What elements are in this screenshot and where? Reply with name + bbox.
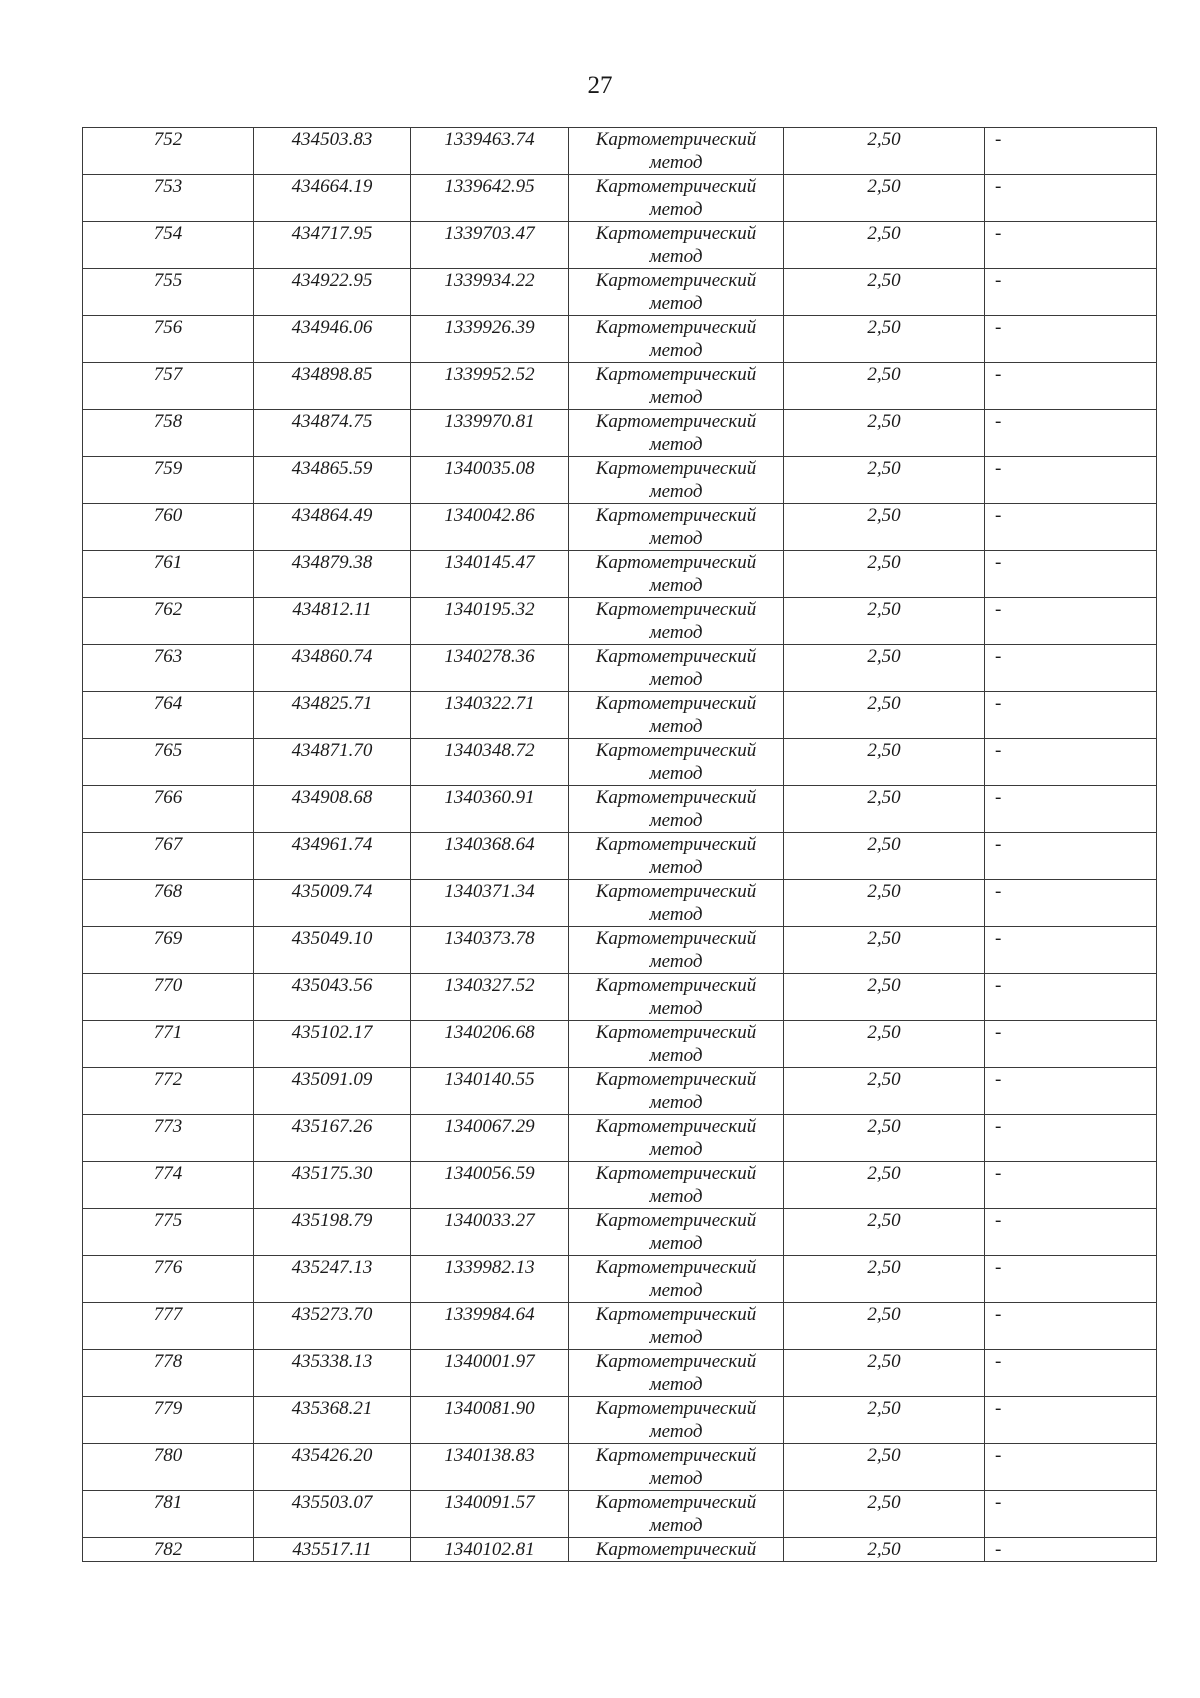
table-row: [83, 1256, 1157, 1303]
method-line-2: метод: [649, 857, 703, 878]
method-line-1: Картометрический: [595, 1069, 757, 1090]
method-line-2: метод: [649, 293, 703, 314]
table-row: [83, 692, 1157, 739]
point-number-cell: 778: [83, 1350, 254, 1397]
method-line-2: метод: [649, 387, 703, 408]
table-row: [83, 504, 1157, 551]
y-coordinate-cell: 1340140.55: [411, 1068, 569, 1115]
precision-cell: 2,50: [784, 833, 985, 880]
x-coordinate-cell: 434898.85: [254, 363, 411, 410]
y-coordinate-cell: 1340145.47: [411, 551, 569, 598]
method-cell: [569, 363, 784, 410]
note-cell: -: [985, 1350, 1157, 1397]
y-coordinate-cell: 1340042.86: [411, 504, 569, 551]
method-line-2: метод: [649, 1421, 703, 1442]
note-cell: -: [985, 833, 1157, 880]
point-number-cell: 770: [83, 974, 254, 1021]
point-number-cell: 775: [83, 1209, 254, 1256]
y-coordinate-cell: 1340278.36: [411, 645, 569, 692]
precision-cell: 2,50: [784, 739, 985, 786]
note-cell: -: [985, 1444, 1157, 1491]
method-cell: [569, 1021, 784, 1068]
method-line-2: метод: [649, 1280, 703, 1301]
precision-cell: 2,50: [784, 1538, 985, 1562]
y-coordinate-cell: 1340138.83: [411, 1444, 569, 1491]
y-coordinate-cell: 1339984.64: [411, 1303, 569, 1350]
table-row: [83, 739, 1157, 786]
method-cell: [569, 1256, 784, 1303]
table-row: [83, 786, 1157, 833]
point-number-cell: 781: [83, 1491, 254, 1538]
precision-cell: 2,50: [784, 1397, 985, 1444]
precision-cell: 2,50: [784, 504, 985, 551]
point-number-cell: 766: [83, 786, 254, 833]
table-row: [83, 457, 1157, 504]
method-line-2: метод: [649, 246, 703, 267]
precision-cell: 2,50: [784, 598, 985, 645]
method-line-1: Картометрический: [595, 1163, 757, 1184]
method-line-1: Картометрический: [595, 693, 757, 714]
method-line-2: метод: [649, 152, 703, 173]
precision-cell: 2,50: [784, 1491, 985, 1538]
point-number-cell: 755: [83, 269, 254, 316]
x-coordinate-cell: 435167.26: [254, 1115, 411, 1162]
table-row: [83, 1397, 1157, 1444]
precision-cell: 2,50: [784, 645, 985, 692]
y-coordinate-cell: 1340056.59: [411, 1162, 569, 1209]
y-coordinate-cell: 1339934.22: [411, 269, 569, 316]
method-line-2: метод: [649, 904, 703, 925]
y-coordinate-cell: 1340348.72: [411, 739, 569, 786]
x-coordinate-cell: 434946.06: [254, 316, 411, 363]
table-row: [83, 363, 1157, 410]
method-cell: [569, 1350, 784, 1397]
note-cell: -: [985, 880, 1157, 927]
method-line-1: Картометрический: [595, 834, 757, 855]
x-coordinate-cell: 435338.13: [254, 1350, 411, 1397]
table-row: [83, 1350, 1157, 1397]
method-line-1: Картометрический: [595, 928, 757, 949]
x-coordinate-cell: 434812.11: [254, 598, 411, 645]
note-cell: -: [985, 1303, 1157, 1350]
table-row: [83, 1444, 1157, 1491]
precision-cell: 2,50: [784, 128, 985, 175]
precision-cell: 2,50: [784, 269, 985, 316]
method-line-2: метод: [649, 1139, 703, 1160]
method-line-2: метод: [649, 1327, 703, 1348]
method-line-2: метод: [649, 1092, 703, 1113]
y-coordinate-cell: 1340102.81: [411, 1538, 569, 1562]
precision-cell: 2,50: [784, 1209, 985, 1256]
method-line-2: метод: [649, 1468, 703, 1489]
method-cell: [569, 880, 784, 927]
y-coordinate-cell: 1340368.64: [411, 833, 569, 880]
note-cell: -: [985, 222, 1157, 269]
table-row: [83, 974, 1157, 1021]
y-coordinate-cell: 1340360.91: [411, 786, 569, 833]
x-coordinate-cell: 435426.20: [254, 1444, 411, 1491]
precision-cell: 2,50: [784, 927, 985, 974]
method-line-1: Картометрический: [595, 129, 757, 150]
method-cell: [569, 739, 784, 786]
y-coordinate-cell: 1340035.08: [411, 457, 569, 504]
method-line-2: метод: [649, 434, 703, 455]
table-row: [83, 645, 1157, 692]
x-coordinate-cell: 434908.68: [254, 786, 411, 833]
method-line-1: Картометрический: [595, 1445, 757, 1466]
method-line-1: Картометрический: [595, 1304, 757, 1325]
note-cell: -: [985, 598, 1157, 645]
method-line-1: Картометрический: [595, 411, 757, 432]
note-cell: -: [985, 1538, 1157, 1562]
method-line-2: метод: [649, 1186, 703, 1207]
table-row: [83, 222, 1157, 269]
method-cell: [569, 410, 784, 457]
x-coordinate-cell: 434825.71: [254, 692, 411, 739]
point-number-cell: 768: [83, 880, 254, 927]
precision-cell: 2,50: [784, 974, 985, 1021]
y-coordinate-cell: 1339703.47: [411, 222, 569, 269]
method-line-1: Картометрический: [595, 1116, 757, 1137]
method-line-1: Картометрический: [595, 270, 757, 291]
x-coordinate-cell: 435175.30: [254, 1162, 411, 1209]
method-cell: [569, 1162, 784, 1209]
table-row: [83, 1115, 1157, 1162]
precision-cell: 2,50: [784, 1350, 985, 1397]
note-cell: -: [985, 1162, 1157, 1209]
method-line-1: Картометрический: [595, 1539, 757, 1560]
method-line-2: метод: [649, 669, 703, 690]
point-number-cell: 765: [83, 739, 254, 786]
point-number-cell: 754: [83, 222, 254, 269]
note-cell: -: [985, 645, 1157, 692]
note-cell: -: [985, 1209, 1157, 1256]
precision-cell: 2,50: [784, 457, 985, 504]
point-number-cell: 762: [83, 598, 254, 645]
table-row: [83, 880, 1157, 927]
note-cell: -: [985, 786, 1157, 833]
note-cell: -: [985, 739, 1157, 786]
point-number-cell: 769: [83, 927, 254, 974]
method-cell: [569, 692, 784, 739]
note-cell: -: [985, 504, 1157, 551]
x-coordinate-cell: 435043.56: [254, 974, 411, 1021]
method-cell: [569, 128, 784, 175]
note-cell: -: [985, 269, 1157, 316]
y-coordinate-cell: 1340033.27: [411, 1209, 569, 1256]
precision-cell: 2,50: [784, 175, 985, 222]
point-number-cell: 767: [83, 833, 254, 880]
point-number-cell: 759: [83, 457, 254, 504]
x-coordinate-cell: 434961.74: [254, 833, 411, 880]
table-row: [83, 269, 1157, 316]
note-cell: -: [985, 457, 1157, 504]
precision-cell: 2,50: [784, 1162, 985, 1209]
y-coordinate-cell: 1339642.95: [411, 175, 569, 222]
coordinates-table-body: [83, 128, 1157, 1562]
method-line-2: метод: [649, 481, 703, 502]
precision-cell: 2,50: [784, 1444, 985, 1491]
note-cell: -: [985, 363, 1157, 410]
y-coordinate-cell: 1340081.90: [411, 1397, 569, 1444]
y-coordinate-cell: 1339926.39: [411, 316, 569, 363]
table-row: [83, 833, 1157, 880]
method-cell: [569, 551, 784, 598]
method-cell: [569, 269, 784, 316]
method-line-1: Картометрический: [595, 1492, 757, 1513]
point-number-cell: 764: [83, 692, 254, 739]
precision-cell: 2,50: [784, 551, 985, 598]
precision-cell: 2,50: [784, 1115, 985, 1162]
precision-cell: 2,50: [784, 1021, 985, 1068]
note-cell: -: [985, 316, 1157, 363]
y-coordinate-cell: 1339982.13: [411, 1256, 569, 1303]
x-coordinate-cell: 435517.11: [254, 1538, 411, 1562]
method-cell: [569, 504, 784, 551]
note-cell: -: [985, 1115, 1157, 1162]
table-row: [83, 1209, 1157, 1256]
x-coordinate-cell: 435503.07: [254, 1491, 411, 1538]
point-number-cell: 753: [83, 175, 254, 222]
point-number-cell: 763: [83, 645, 254, 692]
method-line-2: метод: [649, 951, 703, 972]
x-coordinate-cell: 434664.19: [254, 175, 411, 222]
method-line-1: Картометрический: [595, 1351, 757, 1372]
method-line-1: Картометрический: [595, 975, 757, 996]
x-coordinate-cell: 434503.83: [254, 128, 411, 175]
point-number-cell: 752: [83, 128, 254, 175]
table-row: [83, 927, 1157, 974]
precision-cell: 2,50: [784, 316, 985, 363]
x-coordinate-cell: 434871.70: [254, 739, 411, 786]
method-cell: [569, 786, 784, 833]
method-line-1: Картометрический: [595, 599, 757, 620]
method-line-2: метод: [649, 810, 703, 831]
method-line-1: Картометрический: [595, 881, 757, 902]
method-cell: [569, 1491, 784, 1538]
note-cell: -: [985, 927, 1157, 974]
y-coordinate-cell: 1339463.74: [411, 128, 569, 175]
y-coordinate-cell: 1339970.81: [411, 410, 569, 457]
x-coordinate-cell: 434865.59: [254, 457, 411, 504]
table-row: [83, 1021, 1157, 1068]
table-row: [83, 1303, 1157, 1350]
table-row: [83, 175, 1157, 222]
precision-cell: 2,50: [784, 222, 985, 269]
y-coordinate-cell: 1340206.68: [411, 1021, 569, 1068]
x-coordinate-cell: 435368.21: [254, 1397, 411, 1444]
note-cell: -: [985, 551, 1157, 598]
method-line-1: Картометрический: [595, 646, 757, 667]
table-row: [83, 316, 1157, 363]
method-cell: [569, 974, 784, 1021]
table-row: [83, 128, 1157, 175]
y-coordinate-cell: 1340195.32: [411, 598, 569, 645]
point-number-cell: 773: [83, 1115, 254, 1162]
y-coordinate-cell: 1340067.29: [411, 1115, 569, 1162]
x-coordinate-cell: 435273.70: [254, 1303, 411, 1350]
x-coordinate-cell: 434874.75: [254, 410, 411, 457]
y-coordinate-cell: 1340373.78: [411, 927, 569, 974]
y-coordinate-cell: 1340001.97: [411, 1350, 569, 1397]
method-cell: [569, 1115, 784, 1162]
point-number-cell: 756: [83, 316, 254, 363]
method-line-2: метод: [649, 998, 703, 1019]
point-number-cell: 780: [83, 1444, 254, 1491]
method-line-2: метод: [649, 575, 703, 596]
method-line-2: метод: [649, 716, 703, 737]
precision-cell: 2,50: [784, 880, 985, 927]
precision-cell: 2,50: [784, 1068, 985, 1115]
note-cell: -: [985, 1256, 1157, 1303]
x-coordinate-cell: 435091.09: [254, 1068, 411, 1115]
method-line-1: Картометрический: [595, 787, 757, 808]
point-number-cell: 771: [83, 1021, 254, 1068]
method-line-2: метод: [649, 1374, 703, 1395]
point-number-cell: 782: [83, 1538, 254, 1562]
y-coordinate-cell: 1340322.71: [411, 692, 569, 739]
note-cell: -: [985, 128, 1157, 175]
method-cell: [569, 598, 784, 645]
method-cell: [569, 222, 784, 269]
method-line-2: метод: [649, 1045, 703, 1066]
method-line-2: метод: [649, 528, 703, 549]
precision-cell: 2,50: [784, 1256, 985, 1303]
y-coordinate-cell: 1339952.52: [411, 363, 569, 410]
note-cell: -: [985, 974, 1157, 1021]
coordinates-table: [82, 127, 1157, 1562]
method-line-1: Картометрический: [595, 317, 757, 338]
x-coordinate-cell: 434864.49: [254, 504, 411, 551]
note-cell: -: [985, 1491, 1157, 1538]
x-coordinate-cell: 435049.10: [254, 927, 411, 974]
method-line-1: Картометрический: [595, 176, 757, 197]
y-coordinate-cell: 1340091.57: [411, 1491, 569, 1538]
method-cell: [569, 316, 784, 363]
method-line-2: метод: [649, 199, 703, 220]
method-cell: [569, 645, 784, 692]
x-coordinate-cell: 434860.74: [254, 645, 411, 692]
point-number-cell: 777: [83, 1303, 254, 1350]
method-line-2: метод: [649, 1233, 703, 1254]
y-coordinate-cell: 1340371.34: [411, 880, 569, 927]
table-row: [83, 1491, 1157, 1538]
table-row: [83, 1162, 1157, 1209]
note-cell: -: [985, 692, 1157, 739]
method-line-2: метод: [649, 1515, 703, 1536]
method-cell: [569, 175, 784, 222]
note-cell: -: [985, 1068, 1157, 1115]
x-coordinate-cell: 435102.17: [254, 1021, 411, 1068]
x-coordinate-cell: 434879.38: [254, 551, 411, 598]
precision-cell: 2,50: [784, 410, 985, 457]
method-line-1: Картометрический: [595, 1398, 757, 1419]
method-line-1: Картометрический: [595, 458, 757, 479]
precision-cell: 2,50: [784, 363, 985, 410]
note-cell: -: [985, 1021, 1157, 1068]
point-number-cell: 757: [83, 363, 254, 410]
x-coordinate-cell: 435247.13: [254, 1256, 411, 1303]
table-row: [83, 1538, 1157, 1562]
method-line-1: Картометрический: [595, 505, 757, 526]
method-cell: [569, 1303, 784, 1350]
method-line-1: Картометрический: [595, 552, 757, 573]
precision-cell: 2,50: [784, 786, 985, 833]
method-line-2: метод: [649, 763, 703, 784]
precision-cell: 2,50: [784, 1303, 985, 1350]
table-row: [83, 598, 1157, 645]
point-number-cell: 758: [83, 410, 254, 457]
point-number-cell: 772: [83, 1068, 254, 1115]
note-cell: -: [985, 175, 1157, 222]
method-cell: [569, 1209, 784, 1256]
method-cell: [569, 833, 784, 880]
method-cell: [569, 1444, 784, 1491]
page-number: 27: [587, 72, 613, 99]
method-line-2: метод: [649, 340, 703, 361]
method-cell: [569, 457, 784, 504]
x-coordinate-cell: 434717.95: [254, 222, 411, 269]
method-cell: [569, 1068, 784, 1115]
note-cell: -: [985, 1397, 1157, 1444]
method-line-1: Картометрический: [595, 223, 757, 244]
method-line-2: метод: [649, 622, 703, 643]
y-coordinate-cell: 1340327.52: [411, 974, 569, 1021]
table-row: [83, 410, 1157, 457]
x-coordinate-cell: 435009.74: [254, 880, 411, 927]
precision-cell: 2,50: [784, 692, 985, 739]
x-coordinate-cell: 435198.79: [254, 1209, 411, 1256]
point-number-cell: 774: [83, 1162, 254, 1209]
point-number-cell: 776: [83, 1256, 254, 1303]
method-line-1: Картометрический: [595, 1022, 757, 1043]
method-cell: [569, 1397, 784, 1444]
method-line-1: Картометрический: [595, 364, 757, 385]
point-number-cell: 760: [83, 504, 254, 551]
table-row: [83, 1068, 1157, 1115]
note-cell: -: [985, 410, 1157, 457]
point-number-cell: 779: [83, 1397, 254, 1444]
method-line-1: Картометрический: [595, 1210, 757, 1231]
method-line-1: Картометрический: [595, 740, 757, 761]
table-row: [83, 551, 1157, 598]
x-coordinate-cell: 434922.95: [254, 269, 411, 316]
method-cell: [569, 927, 784, 974]
method-line-1: Картометрический: [595, 1257, 757, 1278]
method-cell: [569, 1538, 784, 1562]
point-number-cell: 761: [83, 551, 254, 598]
